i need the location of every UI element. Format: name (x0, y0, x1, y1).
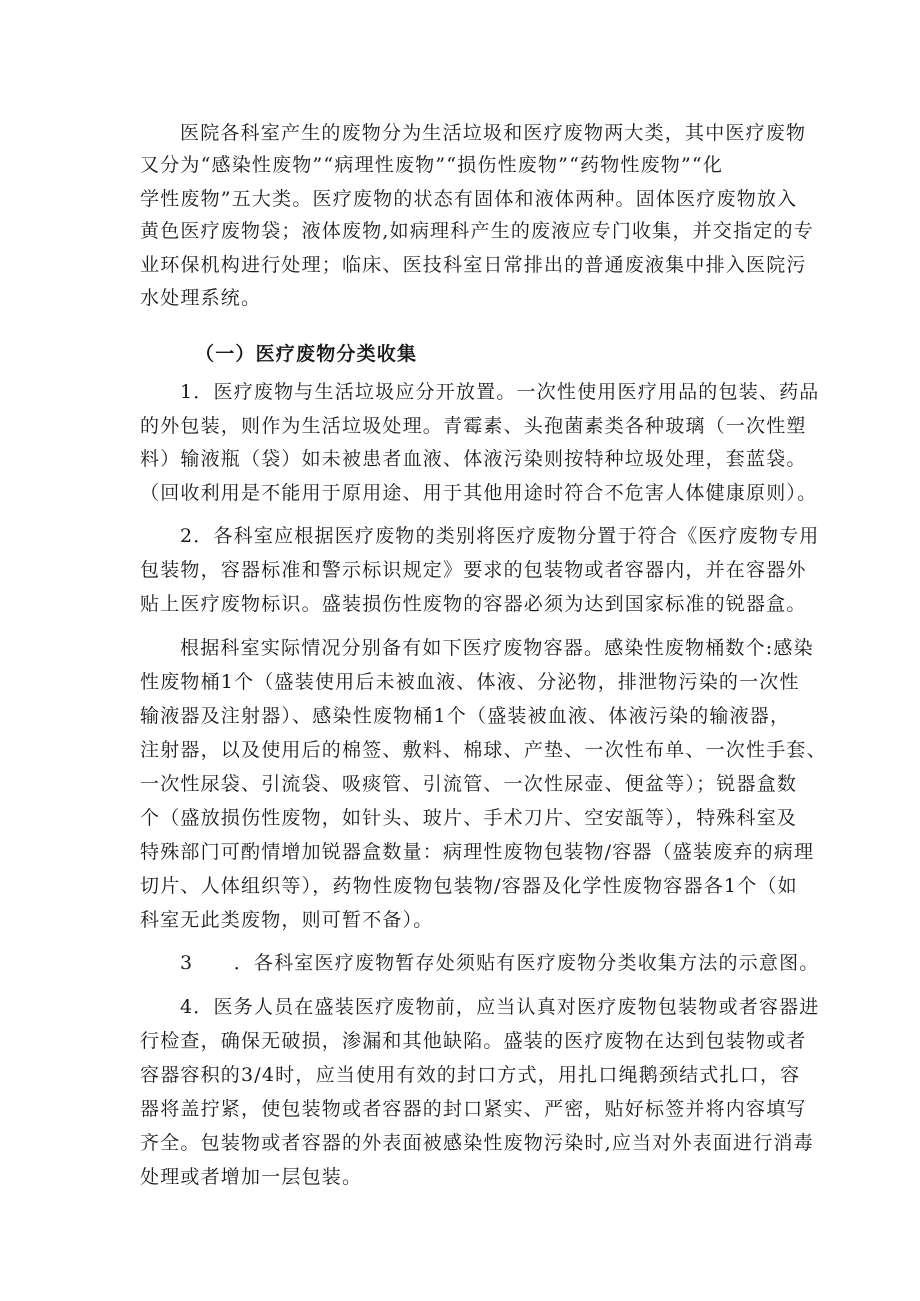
item-4-line-1: 4．医务人员在盛装医疗废物前，应当认真对医疗废物包装物或者容器进 (180, 996, 820, 1018)
item-2-line-2: 包装物，容器标准和警示标识规定》要求的包装物或者容器内，并在容器外 (140, 559, 807, 581)
item-2-line-1: 2．各科室应根据医疗废物的类别将医疗废物分置于符合《医疗废物专用 (180, 525, 820, 547)
containers-line-9: 科室无此类废物，则可暂不备）。 (140, 909, 434, 931)
item-4-line-2: 行检查，确保无破损，渗漏和其他缺陷。盛装的医疗废物在达到包装物或者 (140, 1030, 807, 1052)
item-1-line-4: （回收利用是不能用于原用途、用于其他用途时符合不危害人体健康原则）。 (140, 482, 818, 504)
containers-line-4: 注射器，以及使用后的棉签、敷料、棉球、产垫、一次性布单、一次性手套、 (140, 739, 827, 761)
containers-line-3: 输液器及注射器）、感染性废物桶1个（盛装被血液、体液污染的输液器， (140, 705, 791, 727)
item-4-line-4: 器将盖拧紧，使包装物或者容器的封口紧实、严密，贴好标签并将内容填写 (140, 1098, 807, 1120)
item-1-line-1: 1．医疗废物与生活垃圾应分开放置。一次性使用医疗用品的包装、药品 (180, 381, 820, 403)
item-4-line-5: 齐全。包装物或者容器的外表面被感染性废物污染时,应当对外表面进行消毒 (140, 1132, 814, 1154)
item-3-line-1: 3 ．各科室医疗废物暂存处须贴有医疗废物分类收集方法的示意图。 (180, 952, 820, 974)
item-1-line-2: 的外包装，则作为生活垃圾处理。青霉素、头孢菌素类各种玻璃（一次性塑 (140, 415, 807, 437)
containers-line-5: 一次性尿袋、引流袋、吸痰管、引流管、一次性尿壶、便盆等）；锐器盒数 (140, 773, 798, 795)
containers-line-2: 性废物桶1个（盛装使用后未被血液、体液、分泌物，排泄物污染的一次性 (140, 671, 800, 693)
containers-line-6: 个（盛放损伤性废物，如针头、玻片、手术刀片、空安瓿等），特殊科室及 (140, 807, 798, 829)
paragraph-intro-line-6: 水处理系统。 (140, 287, 262, 309)
item-1-line-3: 料）输液瓶（袋）如未被患者血液、体液污染则按特种垃圾处理，套蓝袋。 (140, 448, 807, 470)
containers-line-8: 切片、人体组织等），药物性废物包装物/容器及化学性废物容器各1个（如 (140, 875, 798, 897)
paragraph-intro-line-5: 业环保机构进行处理；临床、医技科室日常排出的普通废液集中排入医院污 (140, 254, 807, 276)
section-heading: （一）医疗废物分类收集 (195, 343, 418, 365)
containers-line-1: 根据科室实际情况分别备有如下医疗废物容器。感染性废物桶数个:感染 (180, 637, 814, 659)
item-4-line-6: 处理或者增加一层包装。 (140, 1166, 363, 1188)
paragraph-intro-line-1: 医院各科室产生的废物分为生活垃圾和医疗废物两大类，其中医疗废物 (180, 122, 807, 144)
paragraph-intro-line-2: 又分为“感染性废物”“病理性废物”“损伤性废物”“药物性废物”“化 (140, 154, 724, 176)
paragraph-intro-line-4: 黄色医疗废物袋；液体废物,如病理科产生的废液应专门收集，并交指定的专 (140, 220, 814, 242)
paragraph-intro-line-3: 学性废物”五大类。医疗废物的状态有固体和液体两种。固体医疗废物放入 (140, 188, 798, 210)
item-2-line-3: 贴上医疗废物标识。盛装损伤性废物的容器必须为达到国家标准的锐器盒。 (140, 593, 807, 615)
item-4-line-3: 容器容积的3/4时，应当使用有效的封口方式，用扎口绳鹅颈结式扎口，容 (140, 1064, 801, 1086)
containers-line-7: 特殊部门可酌情增加锐器盒数量：病理性废物包装物/容器（盛装废弃的病理 (140, 841, 815, 863)
